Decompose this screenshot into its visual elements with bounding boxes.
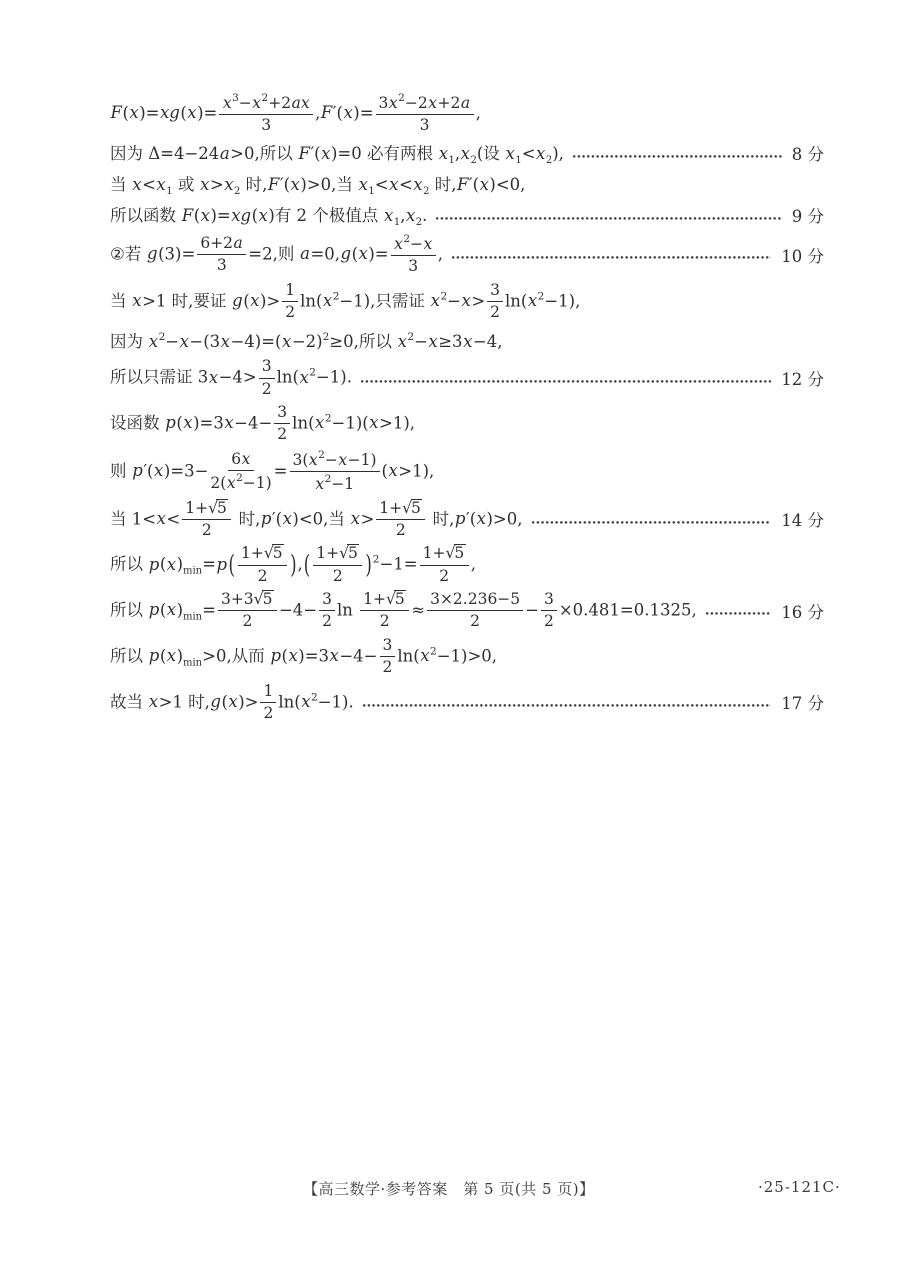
score-label: 16 分 — [781, 602, 824, 622]
math-expression: 所以函数 F(x)=xg(x)有 2 个极值点 $x_1,x_2$. — [110, 206, 428, 229]
fraction: $\frac{3(x^2-x-1)}{x^2-1}$ — [290, 449, 380, 495]
dotted-leader — [572, 154, 782, 159]
math-line — [110, 636, 824, 678]
math-line — [110, 682, 824, 724]
math-expression: 所以 $p(x)_{min}=p$( $\frac{1+√5}{2}$ ),( $\frac{1+√5}{2}$ )$^2$−1= $\frac{1+√5}{2}$ , — [110, 544, 476, 585]
fraction: $\frac{6x}{2(x^2-1)}$ — [210, 449, 272, 493]
math-line — [110, 233, 824, 277]
math-expression: 则 p′(x)=3− $\frac{6x}{2(x^2-1)}$ = $\frac{3(x^2-x-1)}{x^2-1}$ (x>1), — [110, 448, 435, 494]
math-expression: 所以 $p(x)_{min}=$ $\frac{3+3√5}{2}$ −4− $\frac{3}{2}$ ln $\frac{1+√5}{2}$ ≈ $\frac{3\times 2.236-5}{2}$ − $\frac{3}{2}$ ×0.481=0.1325, — [110, 590, 697, 631]
dotted-leader — [451, 255, 771, 260]
math-line — [110, 92, 824, 136]
math-expression: 设函数 p(x)=3x−4− $\frac{3}{2}$ $\ln(x^2-1)(x>1)$, — [110, 403, 416, 444]
fraction: $\frac{1+√5}{2}$ — [238, 544, 287, 586]
fraction: $\frac{6+2a}{3}$ — [197, 234, 246, 276]
math-expression: 故当 x>1 时,g(x)> $\frac{1}{2}$ $\ln(x^2-1)$. — [110, 681, 354, 722]
math-expression: 因为 Δ=4−24a>0,所以 F′(x)=0 必有两根 $x_1,x_2$(设 $x_1<x_2$), — [110, 144, 564, 167]
square-root: √5 — [253, 590, 273, 608]
math-expression: 因为 $x^2-x-(3x-4)=(x-2)^2\ge 0$,所以 $x^2-x\ge 3x-4$, — [110, 330, 503, 351]
score-label: 8 分 — [791, 145, 824, 165]
math-line — [110, 357, 824, 399]
fraction: $\frac{x^3-x^2+2ax}{3}$ — [219, 92, 313, 136]
math-solution-content — [110, 88, 824, 727]
score-label: 9 分 — [791, 207, 824, 227]
math-line — [110, 171, 824, 198]
fraction: $\frac{3}{2}$ — [319, 590, 335, 632]
math-expression: 所以 $p(x)_{min}>0$,从而 p(x)=3x−4− $\frac{3}{2}$ $\ln(x^2-1)>0$, — [110, 635, 498, 677]
fraction: $\frac{1+√5}{2}$ — [313, 544, 362, 586]
fraction: $\frac{3}{2}$ — [380, 636, 396, 678]
math-line — [110, 202, 824, 229]
footer-title: 【高三数学·参考答案 第 5 页(共 5 页)】 — [303, 1180, 595, 1198]
score-label: 12 分 — [781, 370, 824, 390]
math-line — [110, 590, 824, 632]
math-expression: ②若 g(3)= $\frac{6+2a}{3}$ =2,则 a=0,g(x)= $\frac{x^2-x}{3}$ , — [110, 232, 444, 276]
math-expression: 当 x>1 时,要证 g(x)> $\frac{1}{2}$ $\ln(x^2-1)$,只需证 $x^2-x>$ $\frac{3}{2}$ $\ln(x^2-1)$, — [110, 280, 581, 321]
dotted-leader — [360, 379, 771, 384]
fraction: $\frac{1+√5}{2}$ — [360, 590, 409, 632]
fraction: $\frac{3}{2}$ — [541, 590, 557, 632]
square-root: √5 — [339, 544, 358, 563]
fraction: $\frac{3x^2-2x+2a}{3}$ — [376, 92, 474, 136]
square-root: √5 — [263, 544, 283, 563]
square-root: √5 — [402, 498, 421, 517]
fraction: $\frac{1}{2}$ — [282, 281, 298, 323]
dotted-leader — [362, 703, 772, 708]
math-expression: 当 1<x< $\frac{1+√5}{2}$ 时,p′(x)<0,当 x> $\frac{1+√5}{2}$ 时,p′(x)>0, — [110, 498, 523, 539]
math-expression: 当 $x<x_1$ 或 $x>x_2$ 时,F′(x)>0,当 $x_1<x<x_2$ 时,F′(x)<0, — [110, 175, 526, 198]
fraction: $\frac{1+√5}{2}$ — [420, 544, 469, 586]
math-line — [110, 281, 824, 323]
score-label: 17 分 — [781, 694, 824, 714]
fraction: $\frac{3}{2}$ — [487, 281, 503, 323]
dotted-leader — [435, 216, 781, 221]
square-root: √5 — [385, 590, 405, 608]
math-expression: 所以只需证 3x−4> $\frac{3}{2}$ $\ln(x^2-1)$. — [110, 357, 352, 398]
dotted-leader — [705, 611, 772, 616]
fraction: $\frac{3\times 2.236-5}{2}$ — [427, 590, 523, 632]
math-line — [110, 140, 824, 167]
fraction: $\frac{1+√5}{2}$ — [376, 499, 425, 541]
footer-code: ·25-121C· — [758, 1178, 841, 1196]
dotted-leader — [531, 520, 772, 525]
fraction: $\frac{1+√5}{2}$ — [182, 499, 231, 541]
math-expression: F(x)=xg(x)= $\frac{x^3-x^2+2ax}{3}$ ,F′(x)= $\frac{3x^2-2x+2a}{3}$ , — [110, 92, 481, 135]
square-root: √5 — [208, 498, 227, 517]
math-line — [110, 403, 824, 445]
math-line — [110, 326, 824, 353]
fraction: $\frac{3+3√5}{2}$ — [218, 590, 277, 632]
fraction: $\frac{x^2-x}{3}$ — [391, 233, 436, 277]
math-line — [110, 449, 824, 495]
math-line — [110, 544, 824, 586]
fraction: $\frac{3}{2}$ — [259, 357, 275, 399]
square-root: √5 — [445, 544, 465, 563]
fraction: $\frac{1}{2}$ — [260, 682, 276, 724]
math-line — [110, 499, 824, 541]
score-label: 10 分 — [781, 246, 824, 266]
score-label: 14 分 — [781, 511, 824, 531]
fraction: $\frac{3}{2}$ — [274, 403, 290, 445]
